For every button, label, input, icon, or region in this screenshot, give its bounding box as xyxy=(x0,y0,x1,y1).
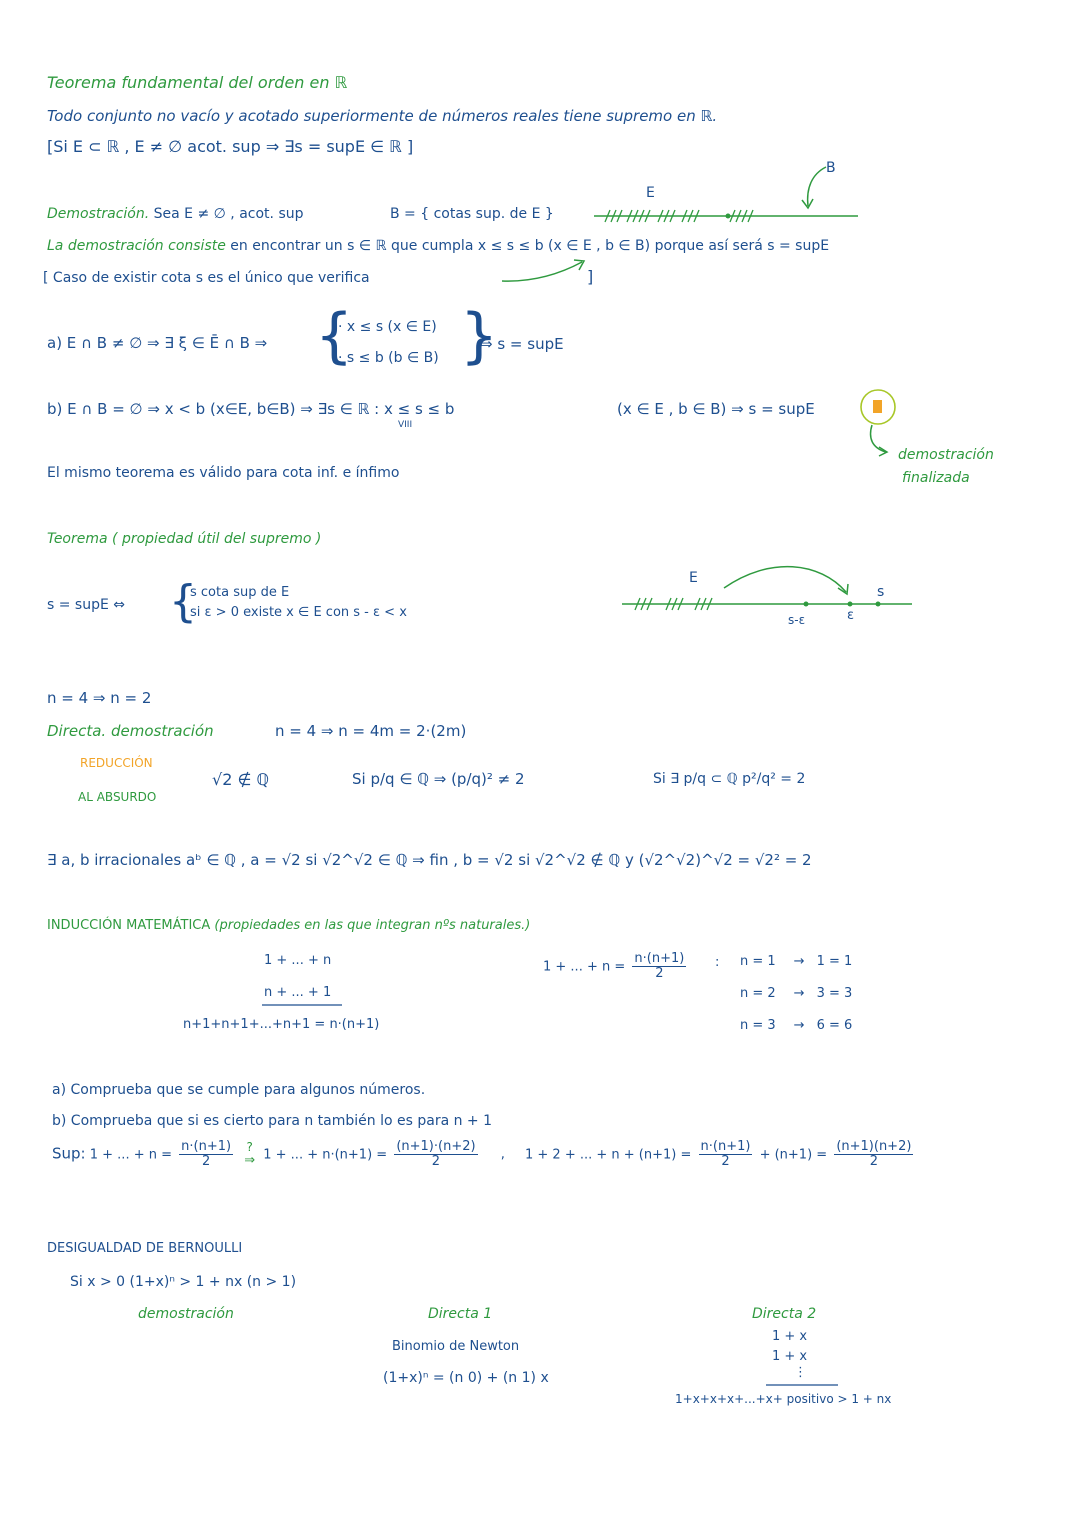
bernoulli-d2-line1: 1 + x xyxy=(772,1329,808,1344)
induccion-formula-left: 1 + ... + n = xyxy=(543,959,626,975)
demo1-intro-rest: Sea E ≠ ∅ , acot. sup xyxy=(153,206,304,222)
reduccion-label-2: AL ABSURDO xyxy=(78,790,157,804)
demo1-line3-end: ] xyxy=(587,267,594,286)
case-a-bottom: · s ≤ b (b ∈ B) xyxy=(338,350,439,366)
sup-den-3: 2 xyxy=(721,1154,730,1170)
parity-line1: n = 4 ⇒ n = 2 xyxy=(47,689,152,707)
teorema2-cond2: si ε > 0 existe x ∈ E con s - ε < x xyxy=(190,605,407,620)
teorema2-left: s = supE ⇔ xyxy=(47,597,126,613)
si-pq-statement: Si p/q ∈ ℚ ⇒ (p/q)² ≠ 2 xyxy=(352,770,525,788)
sqrt2-not-rational: √2 ∉ ℚ xyxy=(212,770,270,789)
inf-note: El mismo teorema es válido para cota inf. e ínfimo xyxy=(47,465,400,481)
diagram2-label-e: E xyxy=(689,570,698,586)
bernoulli-directa2: Directa 2 xyxy=(752,1306,817,1322)
end-note-1: demostración xyxy=(898,447,994,463)
sup-right: 1 + 2 + ... + n + (n+1) = xyxy=(524,1147,692,1163)
check-result: 3 = 3 xyxy=(816,986,853,1001)
sup-num-2: (n+1)·(n+2) xyxy=(396,1139,476,1154)
demo1-b-def: B = { cotas sup. de E } xyxy=(390,206,554,222)
induccion-sum3: n+1+n+1+...+n+1 = n·(n+1) xyxy=(183,1017,380,1032)
induccion-formula-num: n·(n+1) xyxy=(634,951,685,966)
sup-num-4: (n+1)(n+2) xyxy=(836,1139,912,1154)
parity-directa-label: Directa. demostración xyxy=(47,722,214,740)
induccion-formula-den: 2 xyxy=(655,966,664,982)
irracionales-line: ∃ a, b irracionales aᵇ ∈ ℚ , a = √2 si √2^√2 ∈ ℚ ⇒ fin , b = √2 si √2^√2 ∉ ℚ y (√2^√2)^√2 = √2² = 2 xyxy=(47,851,812,869)
teorema2-brace: { xyxy=(169,576,197,627)
demo1-line3: [ Caso de existir cota s es el único que verifica xyxy=(43,270,370,286)
demo1-line2-label: La demostración consiste xyxy=(47,238,226,254)
check-result: 1 = 1 xyxy=(816,954,853,969)
bernoulli-binomio: Binomio de Newton xyxy=(392,1339,520,1354)
induccion-step-b: b) Comprueba que si es cierto para n también lo es para n + 1 xyxy=(52,1113,493,1129)
induccion-subtitle: (propiedades en las que integran nºs naturales.) xyxy=(214,918,531,933)
induccion-title: INDUCCIÓN MATEMÁTICA xyxy=(47,918,211,933)
induccion-step-a: a) Comprueba que se cumple para algunos números. xyxy=(52,1082,426,1098)
check-arrow-icon: → xyxy=(793,954,805,969)
bernoulli-d2-dots: ⋮ xyxy=(794,1365,807,1380)
case-a-brace: { xyxy=(315,301,354,371)
sup-question: ? xyxy=(246,1140,253,1155)
case-a-left: a) E ∩ B ≠ ∅ ⇒ ∃ ξ ∈ Ē ∩ B ⇒ xyxy=(47,334,268,352)
bernoulli-binomio-formula: (1+x)ⁿ = (n 0) + (n 1) x xyxy=(383,1370,549,1386)
teorema1-statement: Todo conjunto no vacío y acotado superiormente de números reales tiene supremo en ℝ. xyxy=(47,107,718,125)
induccion-sum1: 1 + ... + n xyxy=(264,953,332,968)
implies-arrow-icon: ⇒ xyxy=(244,1153,256,1169)
bernoulli-demo-label: demostración xyxy=(138,1306,234,1322)
sup-num-1: n·(n+1) xyxy=(181,1139,232,1154)
sup-den-2: 2 xyxy=(431,1154,441,1170)
sup-left: 1 + ... + n = xyxy=(89,1147,172,1163)
bernoulli-d2-result: 1+x+x+x+...+x+ positivo > 1 + nx xyxy=(675,1392,892,1406)
sup-plus: + (n+1) = xyxy=(759,1147,828,1163)
case-b-right: (x ∈ E , b ∈ B) ⇒ s = supE xyxy=(617,400,815,418)
bernoulli-title: DESIGUALDAD DE BERNOULLI xyxy=(47,1241,243,1256)
teorema1-formal: [Si E ⊂ ℝ , E ≠ ∅ acot. sup ⇒ ∃s = supE ∈ ℝ ] xyxy=(47,137,414,156)
case-b-left: b) E ∩ B = ∅ ⇒ x < b (x∈E, b∈B) ⇒ ∃s ∈ ℝ : x ≤ s ≤ b xyxy=(47,400,455,418)
si-exist-statement: Si ∃ p/q ⊂ ℚ p²/q² = 2 xyxy=(653,771,806,787)
sup-comma: , xyxy=(500,1147,505,1163)
case-a-top: · x ≤ s (x ∈ E) xyxy=(338,319,437,335)
diagram1-label-b: B xyxy=(826,160,836,176)
parity-directa-rest: n = 4 ⇒ n = 4m = 2·(2m) xyxy=(275,722,467,740)
check-result: 6 = 6 xyxy=(816,1018,853,1033)
check-n: n = 2 xyxy=(740,986,776,1001)
teorema1-title: Teorema fundamental del orden en ℝ xyxy=(47,73,348,92)
sup-den-1: 2 xyxy=(201,1154,211,1170)
bernoulli-statement: Si x > 0 (1+x)ⁿ > 1 + nx (n > 1) xyxy=(70,1274,297,1290)
case-b-viii: VIII xyxy=(398,420,413,430)
teorema2-cond1: s cota sup de E xyxy=(190,585,290,600)
case-a-brace-close: } xyxy=(460,301,499,371)
check-arrow-icon: → xyxy=(793,986,805,1001)
sup-num-3: n·(n+1) xyxy=(700,1139,751,1154)
case-a-result: ⇒ s = supE xyxy=(480,335,564,353)
demo1-line2-rest: en encontrar un s ∈ ℝ que cumpla x ≤ s ≤ b (x ∈ E , b ∈ B) porque así será s = supE xyxy=(230,238,830,254)
check-arrow-icon: → xyxy=(793,1018,805,1033)
bernoulli-d2-line2: 1 + x xyxy=(772,1349,808,1364)
check-n: n = 1 xyxy=(740,954,776,969)
check-n: n = 3 xyxy=(740,1018,776,1033)
demo1-intro-label: Demostración. xyxy=(47,206,150,222)
diagram2-label-s: s xyxy=(877,584,885,600)
sup-mid: 1 + ... + n·(n+1) = xyxy=(263,1147,388,1163)
induccion-sum2: n + ... + 1 xyxy=(264,985,332,1000)
end-note-2: finalizada xyxy=(902,470,970,486)
sup-label: Sup: xyxy=(52,1144,86,1163)
induccion-colon: : xyxy=(715,955,720,970)
reduccion-label-1: REDUCCIÓN xyxy=(80,756,153,770)
bernoulli-directa1: Directa 1 xyxy=(428,1306,493,1322)
sup-den-4: 2 xyxy=(869,1154,879,1170)
diagram2-label-s-eps: s-ε xyxy=(788,613,806,627)
teorema2-title: Teorema ( propiedad útil del supremo ) xyxy=(47,531,322,547)
diagram2-label-eps: ε xyxy=(847,608,855,623)
diagram1-label-e: E xyxy=(646,185,655,201)
